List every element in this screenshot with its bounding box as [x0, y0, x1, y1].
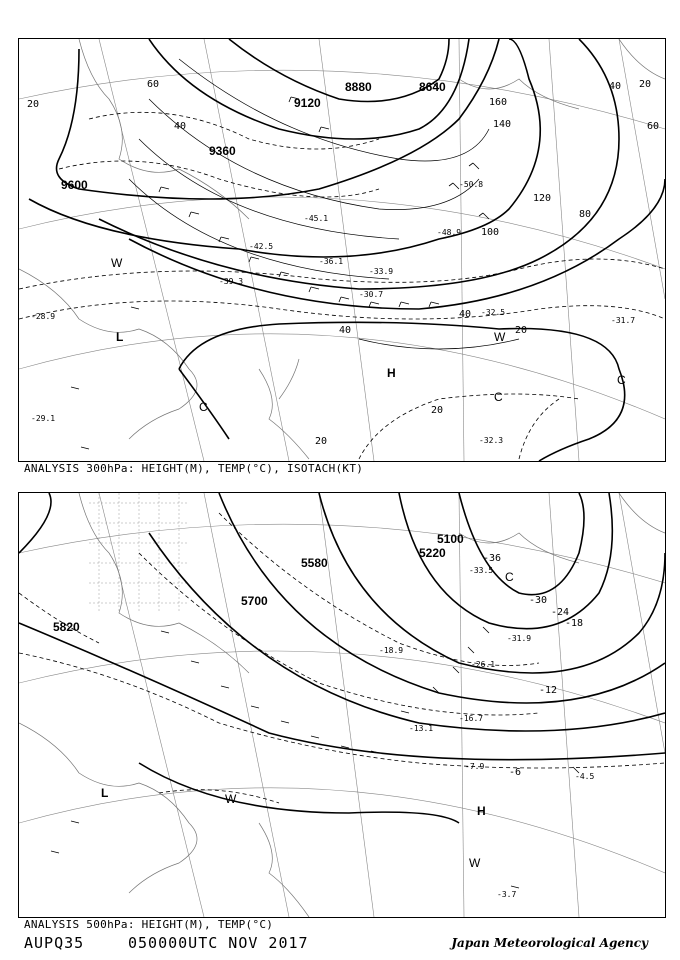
caption-300hpa: ANALYSIS 300hPa: HEIGHT(M), TEMP(°C), ISOTACH(KT): [24, 462, 364, 475]
map-500hpa-svg: [19, 493, 665, 917]
height-label-5220: 5220: [419, 546, 446, 560]
high-center: H: [477, 804, 486, 818]
height-label-5820: 5820: [53, 620, 80, 634]
temp-plot-10: -29.1: [31, 414, 56, 423]
temp-plot-4: -16.7: [459, 714, 484, 723]
isotherm-label-m12: -12: [539, 685, 558, 696]
temp-plot-7: -4.5: [575, 772, 595, 781]
height-label-9120: 9120: [294, 96, 321, 110]
temp-plot-1: -31.9: [507, 634, 532, 643]
extra-isotach-labels: [315, 79, 659, 447]
warm-center: W: [111, 256, 123, 270]
graticule: [19, 493, 665, 917]
isotach-label-20d: 20: [315, 436, 328, 447]
height-label-5580: 5580: [301, 556, 328, 570]
map-panel-300hpa: [18, 38, 666, 462]
pressure-centers: [101, 570, 514, 870]
agency-name: Japan Meteorological Agency: [451, 936, 648, 950]
isotach-label-40b: 40: [339, 325, 352, 336]
temp-plot-8: -3.7: [497, 890, 517, 899]
temp-plot-2: -26.1: [471, 660, 496, 669]
wind-barbs: [71, 83, 489, 449]
isotach-label-140: 140: [493, 119, 512, 130]
temp-plot-0: -50.8: [459, 180, 484, 189]
wind-barbs: [51, 627, 579, 888]
temp-plot-0: -33.5: [469, 566, 494, 575]
temp-plot-7: -30.7: [359, 290, 384, 299]
map-panel-500hpa: [18, 492, 666, 918]
temp-plot-5: -36.1: [319, 257, 344, 266]
isotach-label-20e: 20: [515, 325, 528, 336]
isotherm-label-m30: -30: [529, 595, 548, 606]
temp-plot-12: -31.7: [611, 316, 636, 325]
height-label-5700: 5700: [241, 594, 268, 608]
temp-plot-3: -18.9: [379, 646, 404, 655]
isotach-label-20c: 20: [431, 405, 444, 416]
valid-time: 050000UTC NOV 2017: [128, 934, 309, 952]
temp-plot-6: -33.9: [369, 267, 394, 276]
high-center: H: [387, 366, 396, 380]
isotach-label-20: 20: [27, 99, 40, 110]
isotachs: [129, 59, 519, 349]
height-label-9600: 9600: [61, 178, 88, 192]
height-contours: [19, 493, 665, 823]
isotach-label-100: 100: [481, 227, 500, 238]
isotach-label-40d: 40: [609, 81, 622, 92]
isotherm-label-m18: -18: [565, 618, 584, 629]
isotach-label-60: 60: [147, 79, 160, 90]
temp-plot-3: -42.5: [249, 242, 274, 251]
temp-plot-1: -48.9: [437, 228, 462, 237]
warm-center-2: W: [494, 330, 506, 344]
isotherm-label-m24: -24: [551, 607, 570, 618]
temp-plot-4: -39.3: [219, 277, 244, 286]
isotherm-label-m36: -36: [483, 553, 502, 564]
isotach-label-80: 80: [579, 209, 592, 220]
temp-plot-5: -13.1: [409, 724, 434, 733]
isotach-label-40c: 40: [459, 309, 472, 320]
product-id: AUPQ35: [24, 934, 85, 952]
isotach-label-120: 120: [533, 193, 552, 204]
temp-plot-11: -32.3: [479, 436, 504, 445]
isotach-label-60b: 60: [647, 121, 660, 132]
cold-center-2: C: [494, 390, 503, 404]
isotach-label-20b: 20: [639, 79, 652, 90]
temperature-plots: [31, 180, 635, 445]
coastline: [19, 39, 665, 459]
isotherm-label-m6: -6: [509, 767, 522, 778]
isotach-label-160: 160: [489, 97, 508, 108]
warm-center-2: W: [469, 856, 481, 870]
height-label-8880: 8880: [345, 80, 372, 94]
coastline: [19, 493, 665, 917]
low-center: L: [116, 330, 124, 344]
map-300hpa-svg: [19, 39, 665, 461]
height-label-8640: 8640: [419, 80, 446, 94]
cold-center-3: C: [617, 373, 626, 387]
height-label-9360: 9360: [209, 144, 236, 158]
temp-plot-9: -28.9: [31, 312, 56, 321]
caption-500hpa: ANALYSIS 500hPa: HEIGHT(M), TEMP(°C): [24, 918, 274, 931]
height-label-5100: 5100: [437, 532, 464, 546]
cold-center: C: [505, 570, 514, 584]
low-center: L: [101, 786, 109, 800]
temp-plot-8: -32.5: [481, 308, 506, 317]
isotherms: [19, 112, 665, 459]
temp-plot-6: -7.9: [465, 762, 485, 771]
isotach-label-40: 40: [174, 121, 187, 132]
temp-plot-2: -45.1: [304, 214, 329, 223]
cold-center: C: [199, 400, 208, 414]
warm-center: W: [225, 792, 237, 806]
